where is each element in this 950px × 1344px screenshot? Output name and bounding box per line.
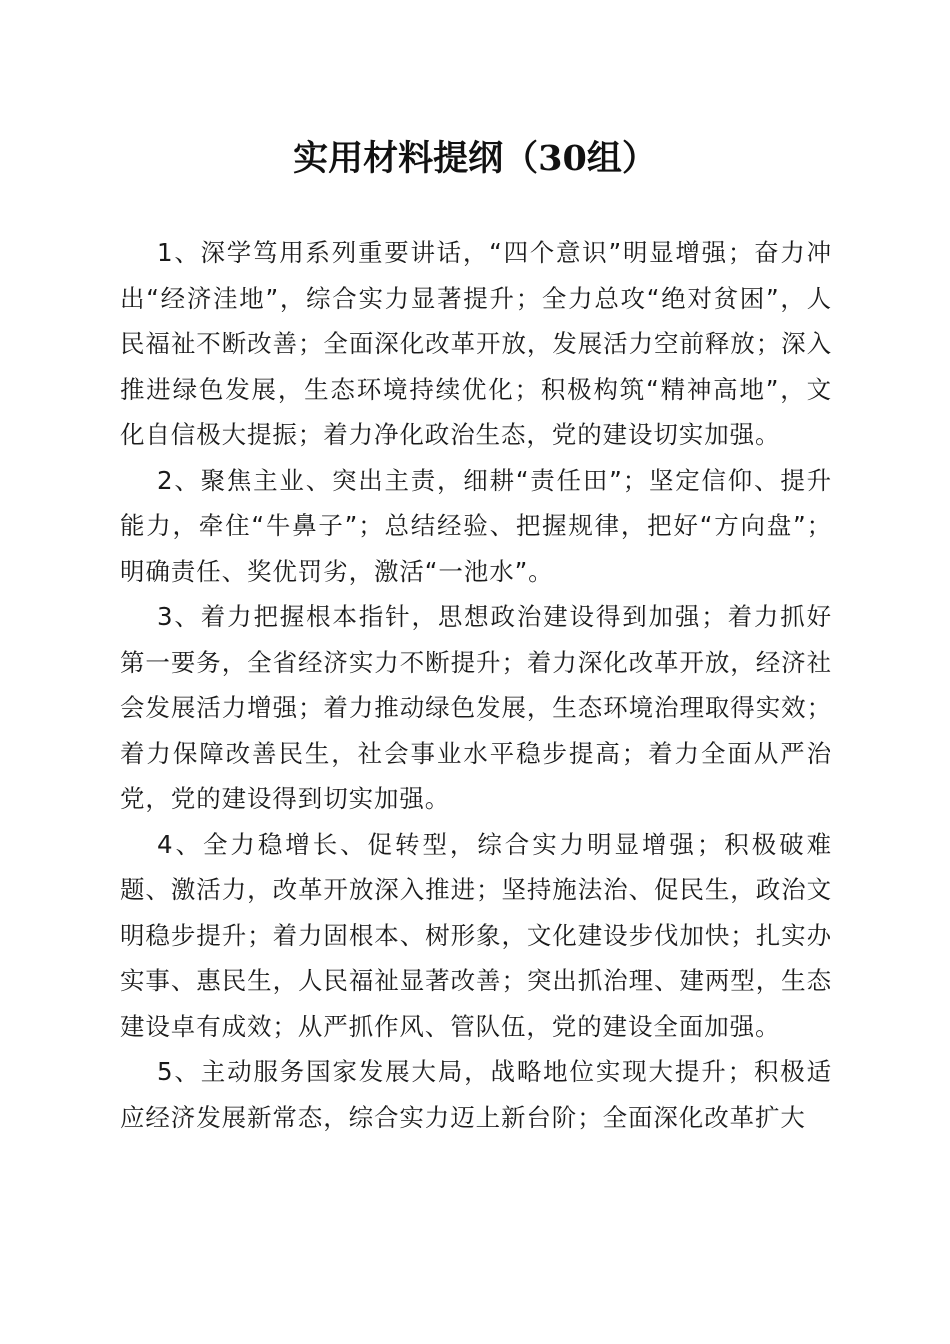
paragraph-1: 1、深学笃用系列重要讲话，“四个意识”明显增强；奋力冲出“经济洼地”，综合实力显著提升；全力总攻“绝对贫困”，人民福祉不断改善；全面深化改革开放，发展活力空前释放；深入推进绿色发展，生态环境持续优化；积极构筑“精神高地”，文化自信极大提振；着力净化政治生态，党的建设切实加强。 [120, 238, 832, 449]
paragraph-5: 5、主动服务国家发展大局，战略地位实现大提升；积极适应经济发展新常态，综合实力迈上新台阶；全面深化改革扩大 [120, 1057, 832, 1132]
paragraph-3: 3、着力把握根本指针，思想政治建设得到加强；着力抓好第一要务，全省经济实力不断提升；着力深化改革开放，经济社会发展活力增强；着力推动绿色发展，生态环境治理取得实效；着力保障改善民生，社会事业水平稳步提高；着力全面从严治党，党的建设得到切实加强。 [120, 602, 832, 813]
document-body [120, 230, 832, 1140]
paragraph-2: 2、聚焦主业、突出主责，细耕“责任田”；坚定信仰、提升能力，牵住“牛鼻子”；总结经验、把握规律，把好“方向盘”；明确责任、奖优罚劣，激活“一池水”。 [120, 465, 832, 586]
document-title: 实用材料提纲（30组） [293, 138, 657, 179]
paragraph-4: 4、全力稳增长、促转型，综合实力明显增强；积极破难题、激活力，改革开放深入推进；坚持施法治、促民生，政治文明稳步提升；着力固根本、树形象，文化建设步伐加快；扎实办实事、惠民生，人民福祉显著改善；突出抓治理、建两型，生态建设卓有成效；从严抓作风、管队伍，党的建设全面加强。 [120, 829, 832, 1041]
